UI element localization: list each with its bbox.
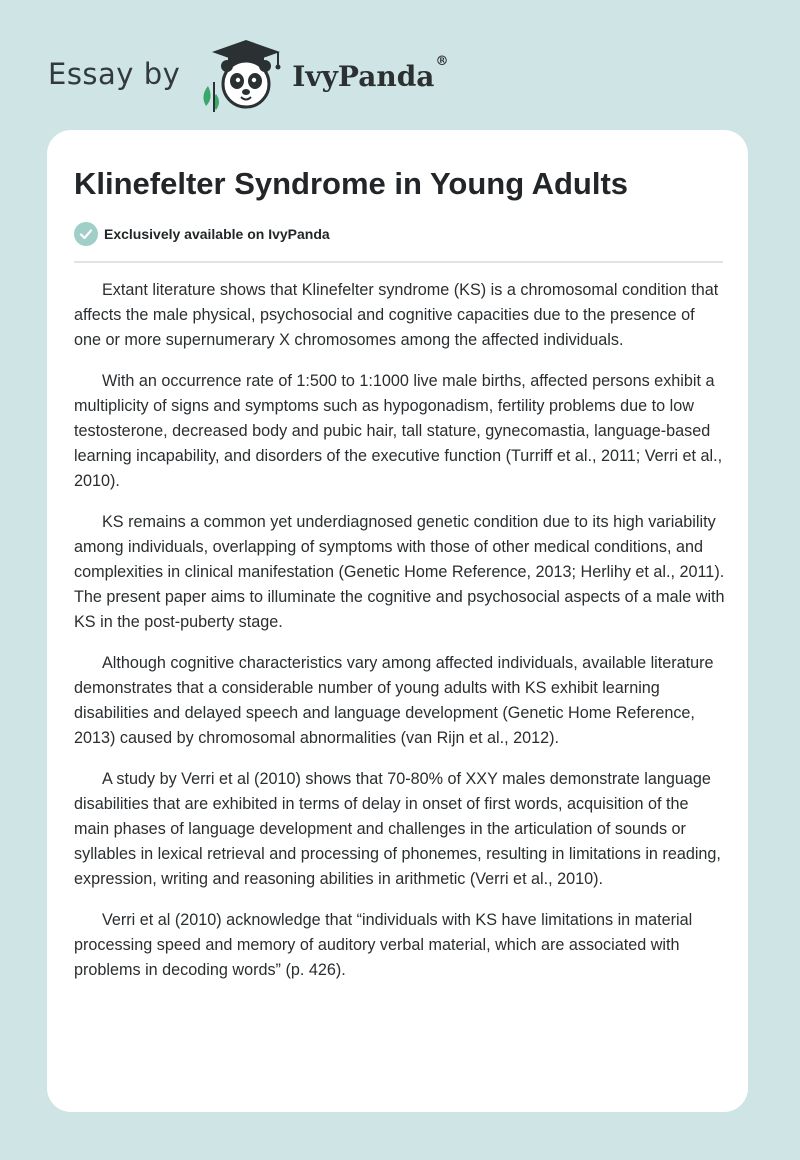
check-circle-icon	[74, 222, 98, 246]
paragraph: A study by Verri et al (2010) shows that 70-80% of XXY males demonstrate language disabilities that are exhibited in terms of delay in onset of first words, acquisition of the main phases of language development and challenges in the articulation of sounds or syllables in lexical retrieval and processing of phonemes, resulting in limitations in reading, expression, writing and reasoning abilities in arithmetic (Verri et al., 2010).	[74, 770, 721, 888]
essay-by-label: Essay by	[48, 57, 181, 91]
brand-name[interactable]	[292, 53, 449, 93]
paragraph: With an occurrence rate of 1:500 to 1:1000 live male births, affected persons exhibit a multiplicity of signs and symptoms such as hypogonadism, fertility problems due to low testosterone, decreased body and pubic hair, tall stature, gynecomastia, language-based learning incapability, and disorders of the executive function (Turriff et al., 2011; Verri et al., 2010).	[74, 372, 723, 490]
paragraph: Although cognitive characteristics vary among affected individuals, available literature demonstrates that a considerable number of young adults with KS exhibit learning disabilities and delayed speech and language development (Genetic Home Reference, 2013) caused by chromosomal abnormalities (van Rijn et al., 2012).	[74, 654, 714, 747]
paragraph: Verri et al (2010) acknowledge that “individuals with KS have limitations in material processing speed and memory of auditory verbal material, which are associated with problems in decoding words” (p. 426).	[74, 911, 693, 979]
divider	[74, 261, 723, 263]
registered-mark: ®	[435, 53, 449, 69]
panda-logo-icon[interactable]	[198, 36, 286, 112]
essay-title: Klinefelter Syndrome in Young Adults	[74, 166, 629, 201]
paragraph: KS remains a common yet underdiagnosed genetic condition due to its high variability among individuals, overlapping of symptoms with those of other medical conditions, and complexities in clinical manifestation (Genetic Home Reference, 2013; Herlihy et al., 2011). The present paper aims to illuminate the cognitive and psychosocial aspects of a male with KS in the post-puberty stage.	[74, 513, 725, 631]
site-header	[48, 36, 448, 112]
paragraph: Extant literature shows that Klinefelter syndrome (KS) is a chromosomal condition that affects the male physical, psychosocial and cognitive capacities due to the presence of one or more supernumerary X chromosomes among the affected individuals.	[74, 281, 719, 349]
brand-name-text: IvyPanda	[292, 59, 435, 93]
exclusive-badge	[74, 222, 330, 246]
essay-card	[47, 130, 748, 1112]
exclusive-badge-label: Exclusively available on IvyPanda	[104, 226, 330, 242]
check-mark-icon	[79, 227, 93, 241]
essay-body	[74, 278, 726, 999]
